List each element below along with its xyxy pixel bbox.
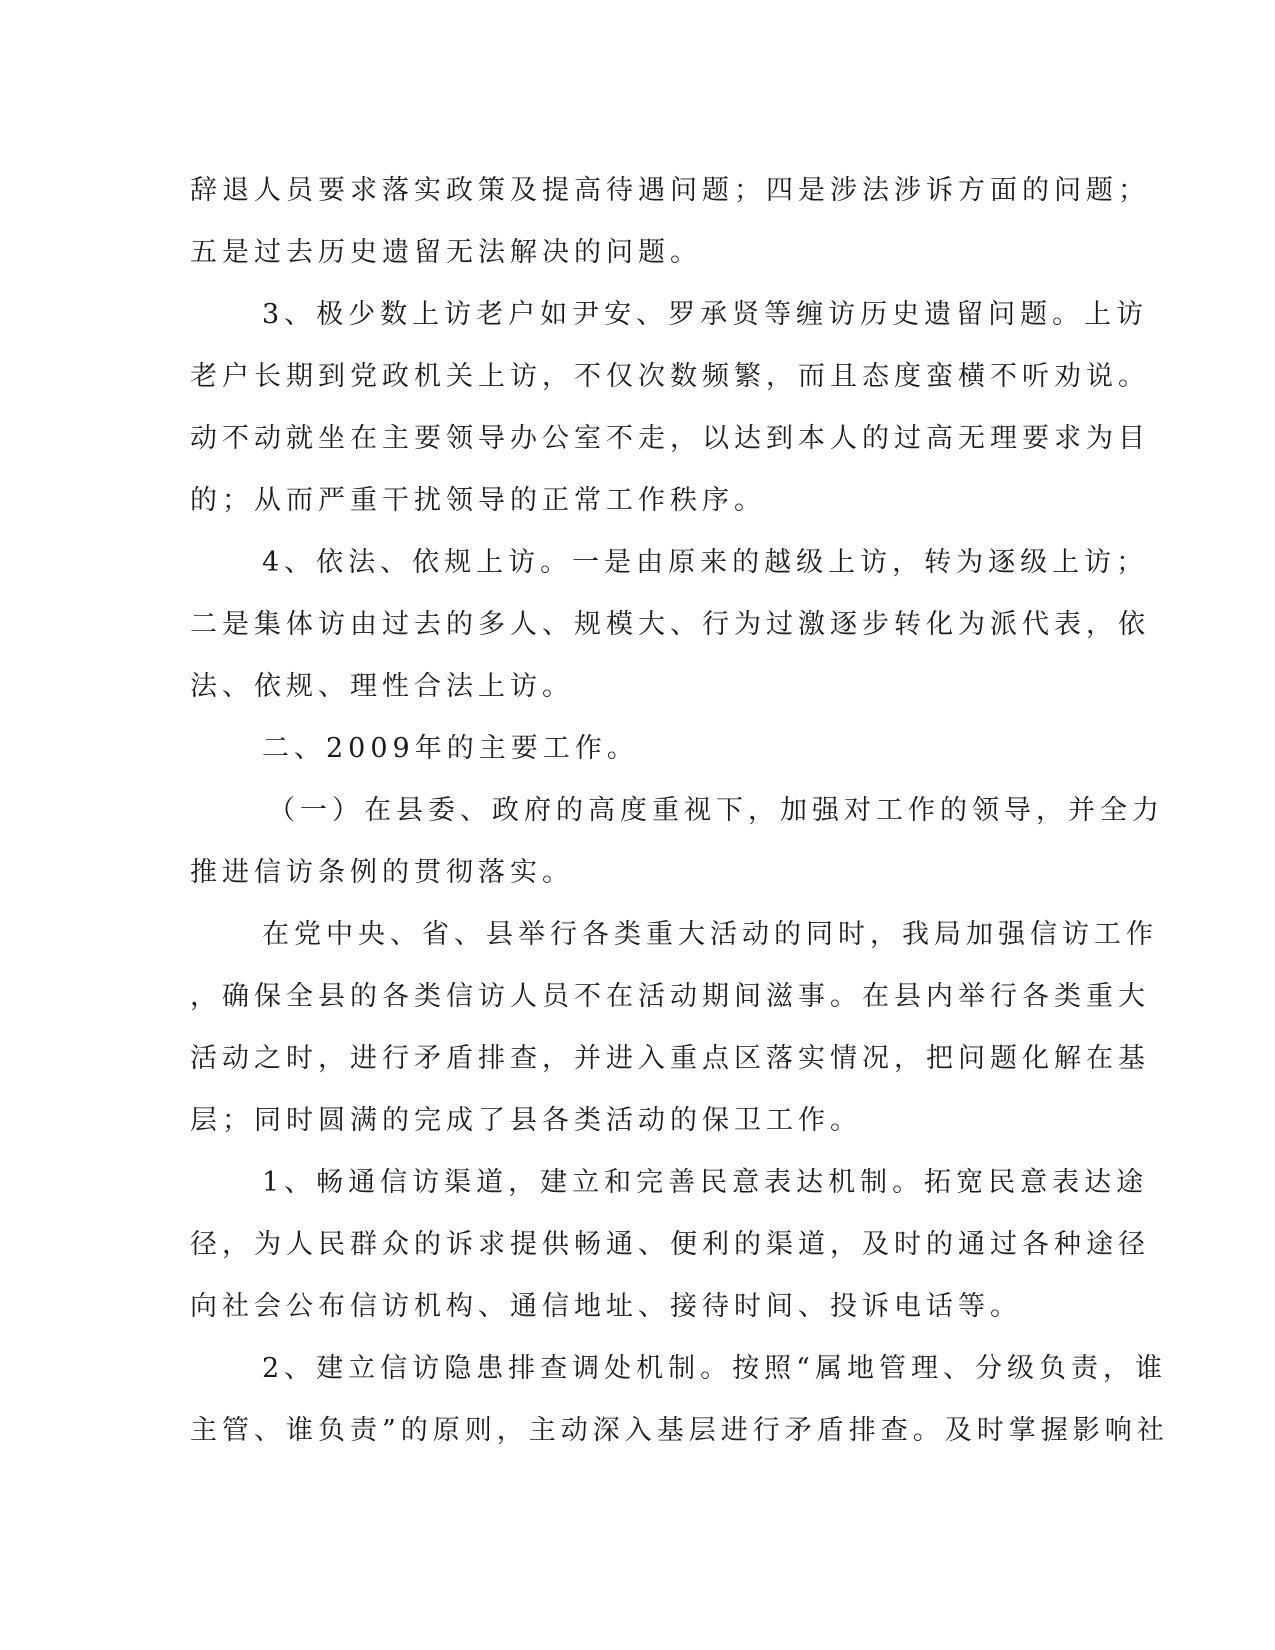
text-line: 的；从而严重干扰领导的正常工作秩序。 (190, 485, 766, 516)
subsection-heading: （一）在县委、政府的高度重视下，加强对工作的领导，并全力 (268, 795, 1164, 826)
text-line: 活动之时，进行矛盾排查，并进入重点区落实情况，把问题化解在基 (190, 1043, 1150, 1074)
paragraph-start-line: 3、极少数上访老户如尹安、罗承贤等缠访历史遗留问题。上访 (262, 299, 1149, 330)
text-line: 推进信访条例的贯彻落实。 (190, 857, 574, 888)
text-line: 层；同时圆满的完成了县各类活动的保卫工作。 (190, 1105, 862, 1136)
text-line: 辞退人员要求落实政策及提高待遇问题；四是涉法涉诉方面的问题； (190, 175, 1150, 206)
text-line: 动不动就坐在主要领导办公室不走，以达到本人的过高无理要求为目 (190, 423, 1150, 454)
text-line: 主管、谁负责”的原则，主动深入基层进行矛盾排查。及时掌握影响社 (190, 1415, 1169, 1446)
paragraph-start-line: 2、建立信访隐患排查调处机制。按照“属地管理、分级负责，谁 (262, 1353, 1167, 1384)
text-line: 法、依规、理性合法上访。 (190, 671, 574, 702)
paragraph-start-line: 4、依法、依规上访。一是由原来的越级上访，转为逐级上访； (262, 547, 1149, 578)
text-line: 向社会公布信访机构、通信地址、接待时间、投诉电话等。 (190, 1291, 1022, 1322)
document-body (190, 160, 1169, 1462)
text-line: ，确保全县的各类信访人员不在活动期间滋事。在县内举行各类重大 (190, 981, 1150, 1012)
text-line: 五是过去历史遗留无法解决的问题。 (190, 237, 702, 268)
paragraph-start-line: 在党中央、省、县举行各类重大活动的同时，我局加强信访工作 (262, 919, 1158, 950)
text-line: 二是集体访由过去的多人、规模大、行为过激逐步转化为派代表，依 (190, 609, 1150, 640)
section-heading: 二、2009年的主要工作。 (262, 733, 639, 764)
text-line: 径，为人民群众的诉求提供畅通、便利的渠道，及时的通过各种途径 (190, 1229, 1150, 1260)
paragraph-start-line: 1、畅通信访渠道，建立和完善民意表达机制。拓宽民意表达途 (262, 1167, 1149, 1198)
text-line: 老户长期到党政机关上访，不仅次数频繁，而且态度蛮横不听劝说。 (190, 361, 1150, 392)
